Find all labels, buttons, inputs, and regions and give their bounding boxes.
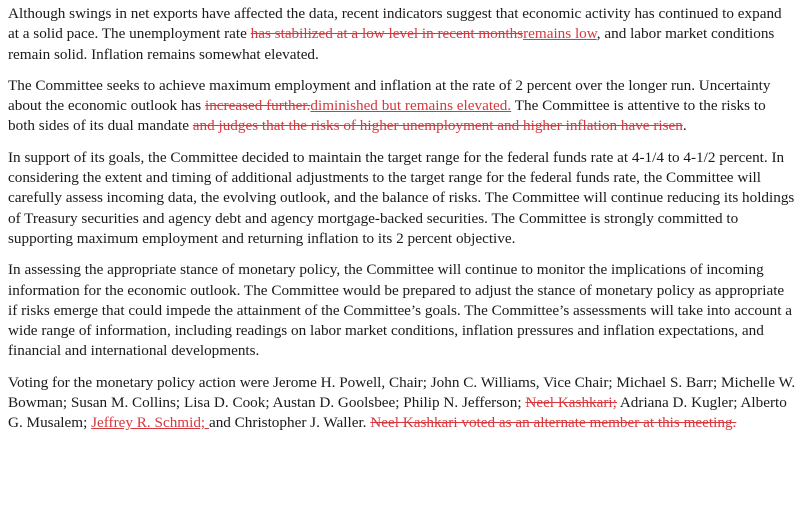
text-segment: , and labor market conditions remain solid. Inflation remains somewhat elevated. xyxy=(8,25,775,63)
text-segment: Although swings in net exports have affected the data, recent indicators suggest that economic activity has continued to expand at a solid pace. The unemployment rate xyxy=(8,5,782,43)
inserted-text: remains low xyxy=(523,25,597,43)
text-segment: In assessing the appropriate stance of monetary policy, the Committee will continue to monitor the implications of incoming information for the economic outlook. The Committee would be prepared to adjust the stance of monetary policy as appropriate if risks emerge that could impede the attainment of the Committee’s goals. The Committee’s assessments will take into account a wide range of information, including readings on labor market conditions, inflation pressures and inflation expectations, and financial and international developments. xyxy=(8,261,792,360)
deleted-text: and judges that the risks of higher unemployment and higher inflation have risen xyxy=(192,117,683,135)
deleted-text: Neel Kashkari voted as an alternate member at this meeting. xyxy=(370,414,737,432)
paragraph-policy-stance xyxy=(8,260,796,361)
text-segment: The Committee is attentive to the risks to both sides of its dual mandate xyxy=(8,97,766,135)
deleted-text: increased further. xyxy=(204,97,311,115)
deleted-text: Neel Kashkari; xyxy=(525,394,617,412)
paragraph-policy-decision xyxy=(8,148,796,249)
text-segment: The Committee seeks to achieve maximum employment and inflation at the rate of 2 percent over the longer run. Uncertainty about the economic outlook has xyxy=(8,76,771,115)
text-segment: In support of its goals, the Committee decided to maintain the target range for the federal funds rate at 4-1/4 to 4-1/2 percent. In considering the extent and timing of additional adjustments to the target range for the federal funds rate, the Committee will carefully assess incoming data, the evolving outlook, and the balance of risks. The Committee will continue reducing its holdings of Treasury securities and agency debt and agency mortgage-backed securities. The Committee is strongly committed to supporting maximum employment and returning inflation to its 2 percent objective. xyxy=(8,148,795,247)
paragraph-voting xyxy=(8,373,796,434)
inserted-text: diminished but remains elevated. xyxy=(310,97,512,115)
inserted-text: Jeffrey R. Schmid; xyxy=(91,414,209,432)
text-segment: Voting for the monetary policy action were Jerome H. Powell, Chair; John C. Williams, Vice Chair; Michael S. Barr; Michelle W. Bowman; Susan M. Collins; Lisa D. Cook; Austan D. Goolsbee; Philip N. Jefferson; xyxy=(8,373,796,412)
paragraph-economic-activity xyxy=(8,4,796,65)
text-segment: and Christopher J. Waller. xyxy=(208,414,371,432)
text-segment: Adriana D. Kugler; Alberto G. Musalem; xyxy=(8,394,787,432)
paragraph-committee-goals xyxy=(8,76,796,137)
deleted-text: has stabilized at a low level in recent months xyxy=(250,25,524,43)
policy-statement-document xyxy=(8,4,796,445)
text-segment: . xyxy=(682,117,687,135)
